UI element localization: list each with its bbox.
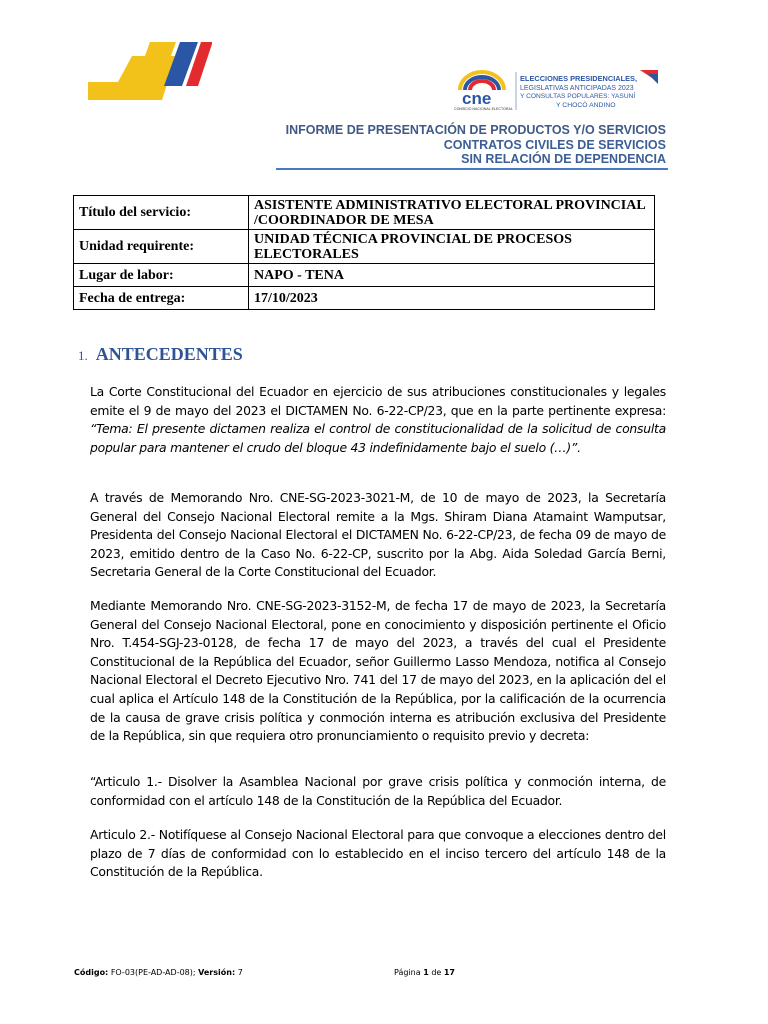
paragraph-article-1-text: “Articulo 1.- Disolver la Asamblea Nacional por grave crisis política y conmoción interna, de conformidad con el artículo 148 de la Constitución de la República del Ecuador. bbox=[90, 774, 666, 808]
paragraph-2 bbox=[90, 489, 666, 582]
row-value-service-title: ASISTENTE ADMINISTRATIVO ELECTORAL PROVINCIAL /COORDINADOR DE MESA bbox=[249, 196, 655, 230]
paragraph-1-text: La Corte Constitucional del Ecuador en ejercicio de sus atribuciones constitucionales y legales emite el 9 de mayo del 2023 el DICTAMEN No. 6-22-CP/23, que en la parte pertinente expresa: bbox=[90, 384, 666, 418]
table-row bbox=[74, 196, 655, 230]
row-value-delivery-date: 17/10/2023 bbox=[249, 287, 655, 310]
footer-document-code: Código: FO-03(PE-AD-AD-08); Versión: 7 bbox=[74, 968, 243, 977]
header-rule bbox=[276, 168, 668, 170]
section-number: 1. bbox=[78, 348, 88, 363]
svg-text:Y CHOCÓ ANDINO: Y CHOCÓ ANDINO bbox=[556, 102, 616, 109]
table-row bbox=[74, 264, 655, 287]
paragraph-article-1 bbox=[90, 773, 666, 810]
section-heading bbox=[78, 344, 243, 365]
row-label-workplace: Lugar de labor: bbox=[74, 264, 249, 287]
svg-text:cne: cne bbox=[462, 89, 492, 108]
row-value-requesting-unit: UNIDAD TÉCNICA PROVINCIAL DE PROCESOS ELECTORALES bbox=[249, 230, 655, 264]
svg-text:Y CONSULTAS POPULARES: YASUNÍ: Y CONSULTAS POPULARES: YASUNÍ bbox=[520, 93, 636, 100]
svg-text:CONSEJO NACIONAL ELECTORAL: CONSEJO NACIONAL ELECTORAL bbox=[454, 107, 513, 111]
svg-text:ELECCIONES PRESIDENCIALES,: ELECCIONES PRESIDENCIALES, bbox=[520, 74, 638, 83]
row-label-service-title: Título del servicio: bbox=[74, 196, 249, 230]
document-header bbox=[286, 123, 666, 167]
section-title: ANTECEDENTES bbox=[95, 344, 243, 364]
paragraph-3 bbox=[90, 597, 666, 746]
flag-stripes-logo bbox=[88, 42, 212, 100]
paragraph-1-quote: “Tema: El presente dictamen realiza el control de constitucionalidad de la solicitud de consulta popular para mantener el crudo del bloque 43 indefinidamente bajo el suelo (…)”. bbox=[90, 421, 666, 455]
cne-election-logo bbox=[452, 68, 658, 112]
header-title-line2: CONTRATOS CIVILES DE SERVICIOS bbox=[443, 137, 666, 152]
row-value-workplace: NAPO - TENA bbox=[249, 264, 655, 287]
paragraph-3-text: Mediante Memorando Nro. CNE-SG-2023-3152-M, de fecha 17 de mayo de 2023, la Secretaría General del Consejo Nacional Electoral, pone en conocimiento y disposición pertinente el Oficio Nro. T.454-SGJ-23-0128, de fecha 17 de mayo del 2023, a través del cual el Presidente Constitucional de la República del Ecuador, señor Guillermo Lasso Mendoza, notifica al Consejo Nacional Electoral el Decreto Ejecutivo Nro. 741 del 17 de mayo del 2023, en la aplicación del el cual aplica el Artículo 148 de la Constitución de la República, por la calificación de la ocurrencia de la causa de grave crisis política y conmoción interna es atribución exclusiva del Presidente de la República, sin que requiera otro pronunciamiento o requisito previo y decreta: bbox=[90, 598, 666, 744]
header-title-line3: SIN RELACIÓN DE DEPENDENCIA bbox=[461, 152, 666, 166]
paragraph-article-2 bbox=[90, 826, 666, 882]
row-label-requesting-unit: Unidad requirente: bbox=[74, 230, 249, 264]
row-label-delivery-date: Fecha de entrega: bbox=[74, 287, 249, 310]
paragraph-1 bbox=[90, 383, 666, 457]
table-row bbox=[74, 287, 655, 310]
service-info-table bbox=[73, 195, 655, 310]
paragraph-2-text: A través de Memorando Nro. CNE-SG-2023-3021-M, de 10 de mayo de 2023, la Secretaría General del Consejo Nacional Electoral remite a la Mgs. Shiram Diana Atamaint Wamputsar, Presidenta del Consejo Nacional Electoral el DICTAMEN No. 6-22-CP/23, de fecha 09 de mayo de 2023, emitido dentro de la Caso No. 6-22-CP, suscrito por la Abg. Aida Soledad García Berni, Secretaria General de la Corte Constitucional del Ecuador. bbox=[90, 490, 666, 580]
paragraph-article-2-text: Articulo 2.- Notifíquese al Consejo Nacional Electoral para que convoque a elecciones dentro del plazo de 7 días de conformidad con lo establecido en el inciso tercero del artículo 148 de la Constitución de la República. bbox=[90, 827, 666, 880]
header-title-line1: INFORME DE PRESENTACIÓN DE PRODUCTOS Y/O SERVICIOS bbox=[285, 123, 666, 137]
svg-text:LEGISLATIVAS ANTICIPADAS 2023: LEGISLATIVAS ANTICIPADAS 2023 bbox=[520, 85, 634, 92]
table-row bbox=[74, 230, 655, 264]
footer-page-number: Página 1 de 17 bbox=[394, 968, 455, 977]
